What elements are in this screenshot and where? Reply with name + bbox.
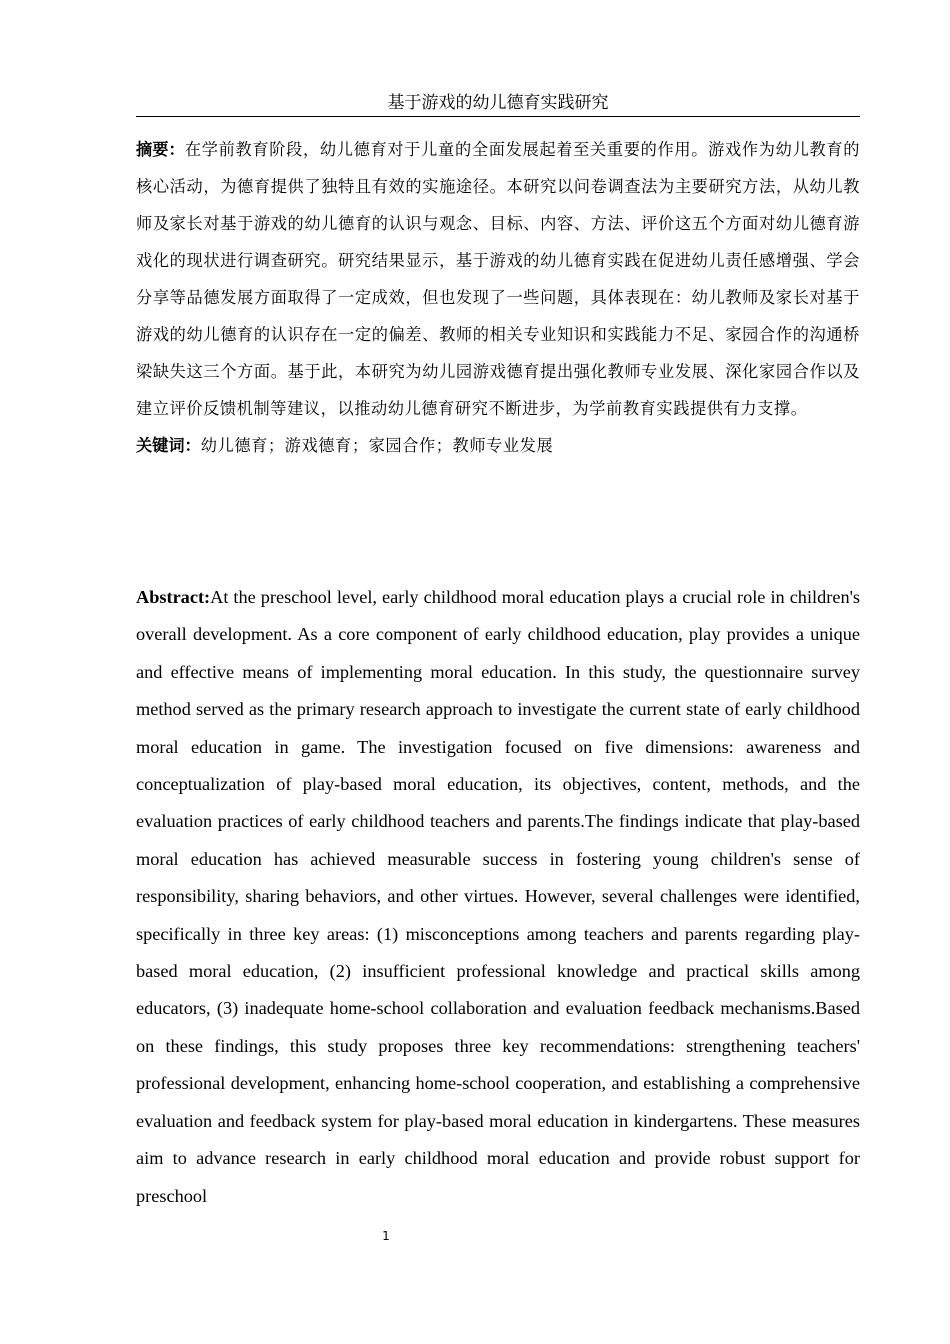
chinese-abstract-section	[136, 131, 860, 464]
english-abstract-label: Abstract:	[136, 587, 211, 607]
chinese-abstract-text: 在学前教育阶段，幼儿德育对于儿童的全面发展起着至关重要的作用。游戏作为幼儿教育的核心活动，为德育提供了独特且有效的实施途径。本研究以问卷调查法为主要研究方法，从幼儿教师及家长对基于游戏的幼儿德育的认识与观念、目标、内容、方法、评价这五个方面对幼儿德育游戏化的现状进行调查研究。研究结果显示，基于游戏的幼儿德育实践在促进幼儿责任感增强、学会分享等品德发展方面取得了一定成效，但也发现了一些问题，具体表现在：幼儿教师及家长对基于游戏的幼儿德育的认识存在一定的偏差、教师的相关专业知识和实践能力不足、家园合作的沟通桥梁缺失这三个方面。基于此，本研究为幼儿园游戏德育提出强化教师专业发展、深化家园合作以及建立评价反馈机制等建议，以推动幼儿德育研究不断进步，为学前教育实践提供有力支撑。	[136, 140, 860, 418]
chinese-keywords-label: 关键词：	[136, 436, 201, 455]
chinese-keywords-paragraph	[136, 427, 860, 464]
english-abstract-text: At the preschool level, early childhood moral education plays a crucial role in children's overall development. As a core component of early childhood education, play provides a unique and effective means of implementing moral education. In this study, the questionnaire survey method served as the primary research approach to investigate the current state of early childhood moral education in game. The investigation focused on five dimensions: awareness and conceptualization of play-based moral education, its objectives, content, methods, and the evaluation practices of early childhood teachers and parents.The findings indicate that play-based moral education has achieved measurable success in fostering young children's sense of responsibility, sharing behaviors, and other virtues. However, several challenges were identified, specifically in three key areas: (1) misconceptions among teachers and parents regarding play-based moral education, (2) insufficient professional knowledge and practical skills among educators, (3) inadequate home-school collaboration and evaluation feedback mechanisms.Based on these findings, this study proposes three key recommendations: strengthening teachers' professional development, enhancing home-school cooperation, and establishing a comprehensive evaluation and feedback system for play-based moral education in kindergartens. These measures aim to advance research in early childhood moral education and provide robust support for preschool	[136, 587, 860, 1206]
page-number: 1	[382, 1229, 390, 1243]
running-header: 基于游戏的幼儿德育实践研究	[136, 92, 860, 117]
english-abstract-paragraph	[136, 579, 860, 1215]
chinese-abstract-paragraph	[136, 131, 860, 427]
chinese-abstract-label: 摘要：	[136, 140, 185, 159]
chinese-keywords-text: 幼儿德育；游戏德育；家园合作；教师专业发展	[200, 436, 554, 455]
english-abstract-section	[136, 579, 860, 1215]
